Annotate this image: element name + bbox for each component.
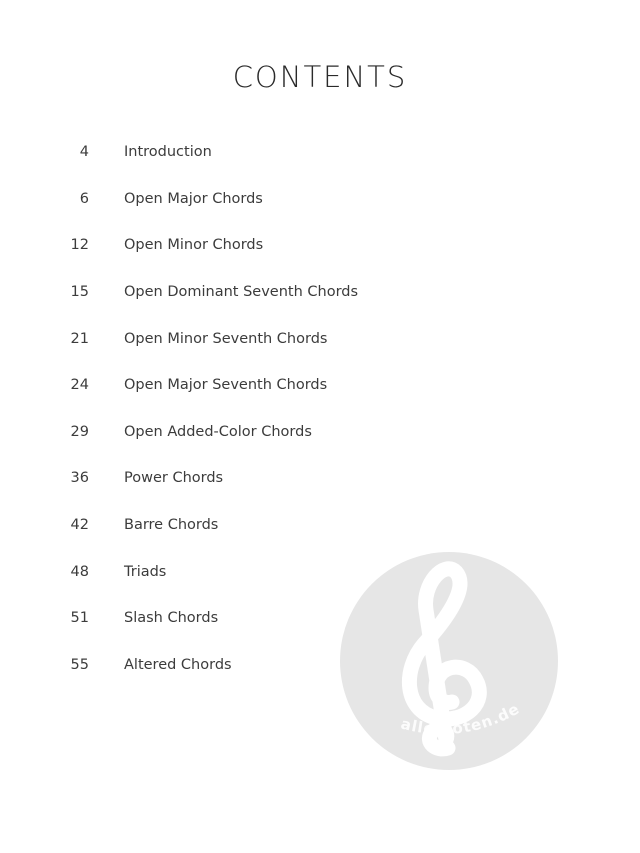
- toc-page-number: 51: [70, 610, 89, 627]
- toc-page-number: 42: [70, 517, 89, 534]
- toc-page-number: 15: [70, 284, 89, 301]
- toc-page-number: 24: [70, 377, 89, 394]
- toc-entry-title: Introduction: [124, 144, 212, 161]
- toc-entry: [0, 176, 640, 223]
- toc-page-number: 36: [70, 470, 89, 487]
- watermark-site-text: alle-noten.de: [399, 699, 523, 739]
- toc-entry: [0, 315, 640, 362]
- toc-page-number: 29: [70, 423, 89, 440]
- toc-entry: [0, 409, 640, 456]
- toc-entry: [0, 362, 640, 409]
- toc-entry-title: Power Chords: [124, 470, 224, 487]
- toc-entry: [0, 269, 640, 316]
- toc-entry: [0, 502, 640, 549]
- toc-entry-title: Open Minor Seventh Chords: [124, 330, 328, 347]
- toc-entry: [0, 129, 640, 176]
- toc-entry-title: Altered Chords: [124, 656, 232, 673]
- treble-clef-watermark: [340, 552, 558, 770]
- toc-page-number: 21: [70, 330, 89, 347]
- toc-page-number: 12: [70, 237, 89, 254]
- toc-entry: [0, 455, 640, 502]
- toc-entry-title: Open Major Chords: [124, 190, 263, 207]
- page-title: CONTENTS: [232, 60, 408, 94]
- toc-entry-title: Open Dominant Seventh Chords: [124, 284, 359, 301]
- toc-entry-title: Triads: [124, 563, 167, 580]
- toc-page-number: 4: [79, 144, 89, 161]
- toc-page-number: 55: [70, 656, 89, 673]
- toc-page-number: 48: [70, 563, 89, 580]
- toc-entry-title: Open Major Seventh Chords: [124, 377, 328, 394]
- toc-entry-title: Slash Chords: [124, 610, 219, 627]
- toc-entry-title: Open Added-Color Chords: [124, 423, 312, 440]
- toc-entry-title: Barre Chords: [124, 517, 219, 534]
- toc-entry: [0, 222, 640, 269]
- toc-page-number: 6: [79, 190, 89, 207]
- toc-entry-title: Open Minor Chords: [124, 237, 264, 254]
